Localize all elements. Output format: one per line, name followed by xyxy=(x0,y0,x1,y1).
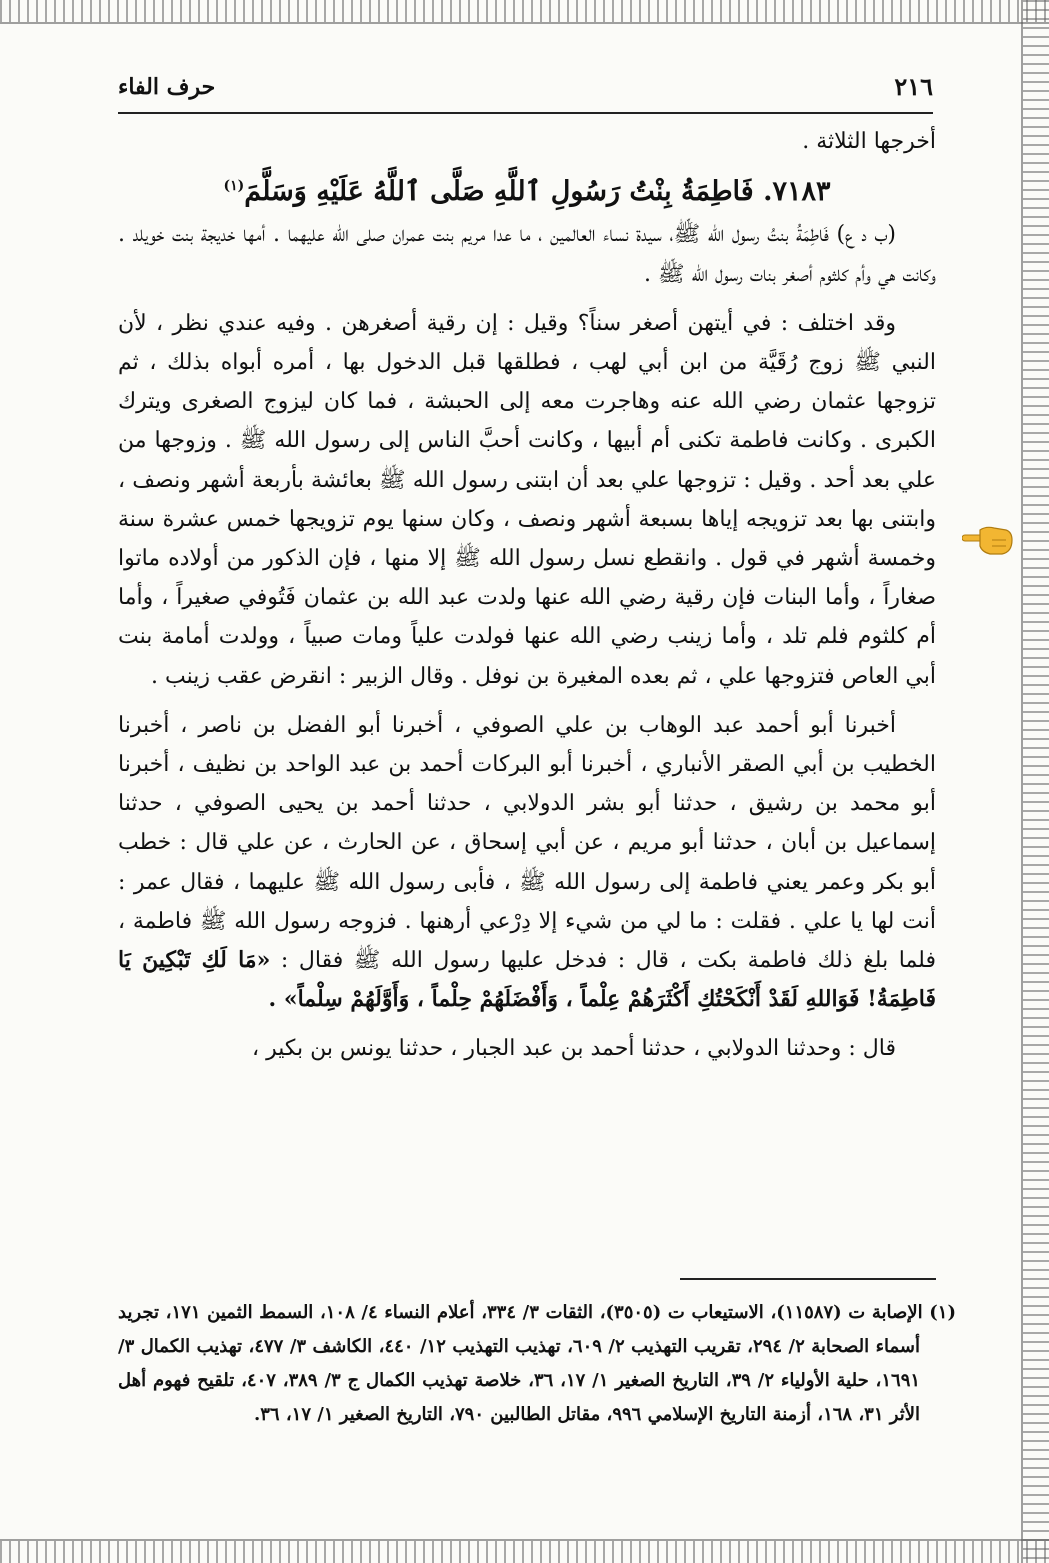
footnote-separator xyxy=(680,1278,936,1280)
footnote-marker: (١) xyxy=(223,178,245,195)
hadith-quote: «مَا لَكِ تَبْكِينَ يَا فَاطِمَةُ! فَوَاللهِ لَقَدْ أَنْكَحْتُكِ أَكْثَرَهُمْ عِلْماً ، وَأَفْضَلَهُمْ حِلْماً ، وَأَوَّلَهُمْ سِلْماً» . xyxy=(118,947,936,1013)
running-head: حرف الفاء xyxy=(118,74,216,100)
paragraph-1: (ب د ع) فَاطِمَةُ بنتُ رسول الله ﷺ، سيدة نساء العالمين ، ما عدا مريم بنت عمران صلى الله عليهما . أمها خديجة بنت خويلد . وكانت هي وأم كلثوم أصغر بنات رسول الله ﷺ . xyxy=(118,222,936,287)
paragraph-2: وقد اختلف : في أيتهن أصغر سناً؟ وقيل : إن رقية أصغرهن . وفيه عندي نظر ، لأن النبي ﷺ زوج رُقَيَّة من ابن أبي لهب ، فطلقها قبل الدخول بها ، أمره أبواه بذلك ، ثم تزوجها عثمان رضي الله عنه وهاجرت معه إلى الحبشة ، فما كان ليزوج الصغرى ويترك الكبرى . وكانت فاطمة تكنى أم أبيها ، وكانت أحبَّ الناس إلى رسول الله ﷺ . وزوجها من علي بعد أحد . وقيل : تزوجها علي بعد أن ابتنى رسول الله ﷺ بعائشة بأربعة أشهر ونصف ، وابتنى بها بعد تزويجه إياها بسبعة أشهر ونصف ، وكان سنها يوم تزويجها خمس عشرة سنة وخمسة أشهر في قول . وانقطع نسل رسول الله ﷺ إلا منها ، فإن الذكور من أولاده ماتوا صغاراً ، وأما البنات فإن رقية رضي الله عنها ولدت عبد الله بن عثمان فَتُوفي صغيراً ، وأما أم كلثوم فلم تلد ، وأما زينب رضي الله عنها فولدت علياً ومات صبياً ، وولدت أمامة بنت أبي العاص فتزوجها علي ، ثم بعده المغيرة بن نوفل . وقال الزبير : انقرض عقب زينب . xyxy=(118,310,936,689)
entry-title xyxy=(118,167,936,211)
paragraph-4: قال : وحدثنا الدولابي ، حدثنا أحمد بن عبد الجبار ، حدثنا يونس بن بكير ، xyxy=(252,1036,896,1062)
footnote-text: (١) الإصابة ت (١١٥٨٧)، الاستيعاب ت (٣٥٠٥)، الثقات ٣/ ٣٣٤، أعلام النساء ٤/ ١٠٨، السمط الثمين ١٧١، تجريد أسماء الصحابة ٢/ ٢٩٤، تقريب التهذيب ٢/ ٦٠٩، تهذيب التهذيب ١٢/ ٤٤٠، الكاشف ٣/ ٤٧٧، تهذيب الكمال ٣/ ١٦٩١، حلية الأولياء ٢/ ٣٩، التاريخ الصغير ١/ ١٧، ٣٦، خلاصة تهذيب الكمال ج ٣/ ٣٨٩، ٤٠٧، تلقيح فهوم أهل الأثر ٣١، ١٦٨، أزمنة التاريخ الإسلامي ٩٩٦، مقاتل الطالبين ٧٩٠، التاريخ الصغير ١/ ١٧، ٣٦. xyxy=(118,1302,956,1425)
paragraph-3-text: أخبرنا أبو أحمد عبد الوهاب بن علي الصوفي ، أخبرنا أبو الفضل بن ناصر ، أخبرنا الخطيب بن أبي الصقر الأنباري ، أخبرنا أبو البركات أحمد بن عبد الواحد بن نظيف ، أخبرنا أبو محمد بن رشيق ، حدثنا أبو بشر الدولابي ، حدثنا أحمد بن يحيى الصوفي ، حدثنا إسماعيل بن أبان ، حدثنا أبو مريم ، عن أبي إسحاق ، عن الحارث ، عن علي قال : خطب أبو بكر وعمر يعني فاطمة إلى رسول الله ﷺ ، فأبى رسول الله ﷺ عليهما ، فقال عمر : أنت لها يا علي . فقلت : ما لي من شيء إلا دِرْعي أرهنها . فزوجه رسول الله ﷺ فاطمة ، فلما بلغ ذلك فاطمة بكت ، قال : فدخل عليها رسول الله ﷺ فقال : xyxy=(118,712,936,974)
page-header xyxy=(118,68,933,114)
footnote xyxy=(118,1296,956,1432)
pointing-hand-icon xyxy=(962,520,1014,560)
page-border-bottom xyxy=(0,1539,1049,1563)
page-border-top xyxy=(0,0,1049,24)
entry-title-text: ٧١٨٣. فَاطِمَةُ بِنْتُ رَسُولِ ٱللَّهِ صَلَّى ٱللَّهُ عَلَيْهِ وَسَلَّمَ xyxy=(244,176,831,208)
intro-line: أخرجها الثلاثة . xyxy=(802,129,936,154)
page-number: ٢١٦ xyxy=(894,72,933,101)
paragraph-3 xyxy=(118,706,936,1020)
page-border-right xyxy=(1021,0,1049,1563)
main-text xyxy=(118,122,936,1069)
